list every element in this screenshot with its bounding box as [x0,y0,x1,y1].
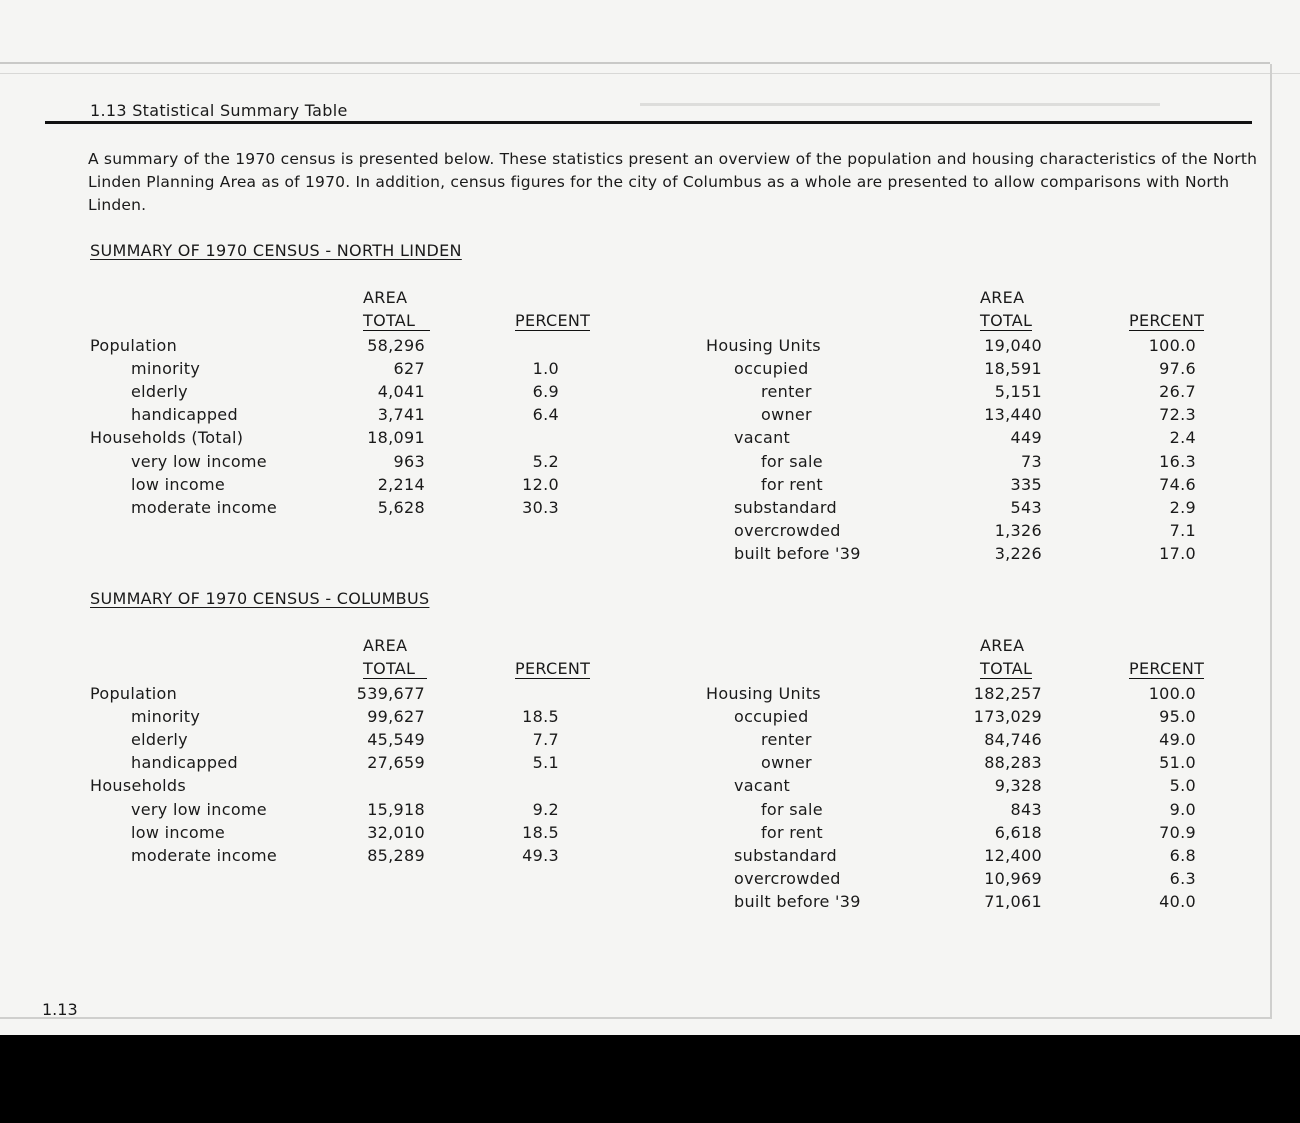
housing-header-percent: PERCENT [1129,659,1205,678]
table-row-total: 3,741 [377,405,425,425]
table-row-total: 85,289 [367,845,425,865]
section-title: 1.13 Statistical Summary Table [90,101,348,120]
intro-paragraph: A summary of the 1970 census is presented below. These statistics present an overview of the population and housing characteristics of the North Linden Planning Area as of 1970. In addition, census figures for the city of Columbus as a whole are presented to allow comparisons with North Linden. [88,150,1258,214]
bleed-through-line-icon [640,95,1240,115]
table-row-percent: 17.0 [1159,543,1196,563]
table-row-label: vacant [734,428,791,448]
table-row-total: 539,677 [356,684,425,703]
table-row-total: 449 [1010,428,1042,448]
table-row-label: occupied [734,359,809,379]
table-row-total: 182,257 [973,684,1042,703]
table-row-total: 963 [393,451,425,471]
table-row-total: 6,618 [994,822,1042,842]
watermark-strip [0,1035,1300,1123]
table-row-total: 2,214 [377,474,425,494]
table-row-label: Population [90,336,178,355]
table-row-percent: 9.0 [1169,799,1196,819]
table-row-percent: 70.9 [1159,822,1196,842]
housing-header-percent: PERCENT [1129,311,1205,330]
table-row-percent: 74.6 [1159,474,1196,494]
page-number: 1.13 [42,1000,78,1019]
table-row-percent: 95.0 [1159,707,1196,727]
table-row-total: 843 [1010,799,1042,819]
table-row-percent: 49.0 [1159,730,1196,750]
table-row-percent: 7.1 [1169,520,1196,540]
table-row-label: Population [90,684,178,703]
table-row-percent: 97.6 [1159,359,1196,379]
table-row-total: 73 [1021,451,1042,471]
table-row-label: Households (Total) [90,428,244,448]
table-row-percent: 6.4 [532,405,559,425]
table-row-total: 4,041 [377,382,425,402]
table-row-percent: 49.3 [522,845,559,865]
table-row-label: elderly [131,730,188,750]
columbus-heading: SUMMARY OF 1970 CENSUS - COLUMBUS [90,589,430,608]
table-row-total: 9,328 [994,776,1042,796]
table-row-percent: 2.4 [1169,428,1196,448]
table-row-percent: 6.3 [1169,868,1196,888]
table-row-total: 19,040 [984,336,1042,355]
table-row-percent: 6.9 [532,382,559,402]
table-row-label: Housing Units [706,336,821,355]
table-row-label: moderate income [131,497,278,517]
table-row-label: minority [131,359,201,379]
table-row-percent: 16.3 [1159,451,1196,471]
table-row-label: low income [131,474,226,494]
table-row-percent: 72.3 [1159,405,1196,425]
table-row-label: substandard [734,845,837,865]
table-row-label: elderly [131,382,188,402]
table-row-total: 543 [1010,497,1042,517]
table-row-total: 5,628 [377,497,425,517]
table-row-label: very low income [131,799,267,819]
housing-header-total: TOTAL [980,659,1033,678]
table-row-percent: 5.2 [532,451,559,471]
table-row-label: moderate income [131,845,278,865]
housing-header-area: AREA [980,288,1025,307]
table-row-total: 627 [393,359,425,379]
table-row-total: 99,627 [367,707,425,727]
table-row-label: for sale [761,451,823,471]
pop-header-total: TOTAL [363,659,427,679]
scan-edge-top [0,62,1270,64]
table-row-total: 15,918 [367,799,425,819]
table-row-total: 71,061 [984,891,1042,911]
table-row-total: 5,151 [994,382,1042,402]
table-row-label: renter [761,730,812,750]
table-row-percent: 2.9 [1169,497,1196,517]
housing-header-area: AREA [980,636,1025,655]
pop-header-percent: PERCENT [515,311,591,330]
table-row-label: substandard [734,497,837,517]
table-row-percent: 18.5 [522,822,559,842]
table-row-label: built before '39 [734,891,861,911]
table-row-total: 88,283 [984,753,1042,773]
table-row-total: 32,010 [367,822,425,842]
table-row-total: 84,746 [984,730,1042,750]
table-row-percent: 100.0 [1148,684,1196,703]
table-row-percent: 9.2 [532,799,559,819]
table-row-total: 27,659 [367,753,425,773]
scan-edge-bottom [0,1017,1270,1019]
table-row-label: Households [90,776,187,796]
pop-header-percent: PERCENT [515,659,591,678]
title-rule [45,121,1252,124]
table-row-percent: 40.0 [1159,891,1196,911]
table-row-percent: 1.0 [532,359,559,379]
table-row-label: for rent [761,474,823,494]
table-row-percent: 18.5 [522,707,559,727]
table-row-percent: 12.0 [522,474,559,494]
table-row-label: low income [131,822,226,842]
table-row-total: 1,326 [994,520,1042,540]
pop-header-area: AREA [363,636,408,655]
table-row-label: handicapped [131,753,238,773]
table-row-label: very low income [131,451,267,471]
table-row-label: renter [761,382,812,402]
north-linden-heading: SUMMARY OF 1970 CENSUS - NORTH LINDEN [90,241,462,260]
table-row-label: owner [761,753,812,773]
table-row-label: vacant [734,776,791,796]
table-row-total: 58,296 [367,336,425,355]
table-row-percent: 26.7 [1159,382,1196,402]
table-row-label: built before '39 [734,543,861,563]
pop-header-total: TOTAL [363,311,430,331]
table-row-label: handicapped [131,405,238,425]
table-row-label: overcrowded [734,868,841,888]
table-row-percent: 30.3 [522,497,559,517]
table-row-label: Housing Units [706,684,821,703]
table-row-total: 45,549 [367,730,425,750]
table-row-label: owner [761,405,812,425]
table-row-percent: 5.0 [1169,776,1196,796]
table-row-percent: 7.7 [532,730,559,750]
pop-header-area: AREA [363,288,408,307]
table-row-label: minority [131,707,201,727]
table-row-label: for sale [761,799,823,819]
table-row-label: for rent [761,822,823,842]
table-row-total: 18,591 [984,359,1042,379]
scan-edge-top-inner [0,73,1300,74]
scan-edge-right [1270,64,1272,1019]
table-row-percent: 6.8 [1169,845,1196,865]
table-row-percent: 51.0 [1159,753,1196,773]
table-row-label: occupied [734,707,809,727]
housing-header-total: TOTAL [980,311,1033,330]
table-row-label: overcrowded [734,520,841,540]
table-row-total: 173,029 [973,707,1042,727]
table-row-percent: 100.0 [1148,336,1196,355]
bleed-through-texture [640,95,1240,119]
table-row-total: 3,226 [994,543,1042,563]
table-row-total: 335 [1010,474,1042,494]
table-row-total: 13,440 [984,405,1042,425]
table-row-total: 10,969 [984,868,1042,888]
table-row-percent: 5.1 [532,753,559,773]
table-row-total: 18,091 [367,428,425,448]
table-row-total: 12,400 [984,845,1042,865]
